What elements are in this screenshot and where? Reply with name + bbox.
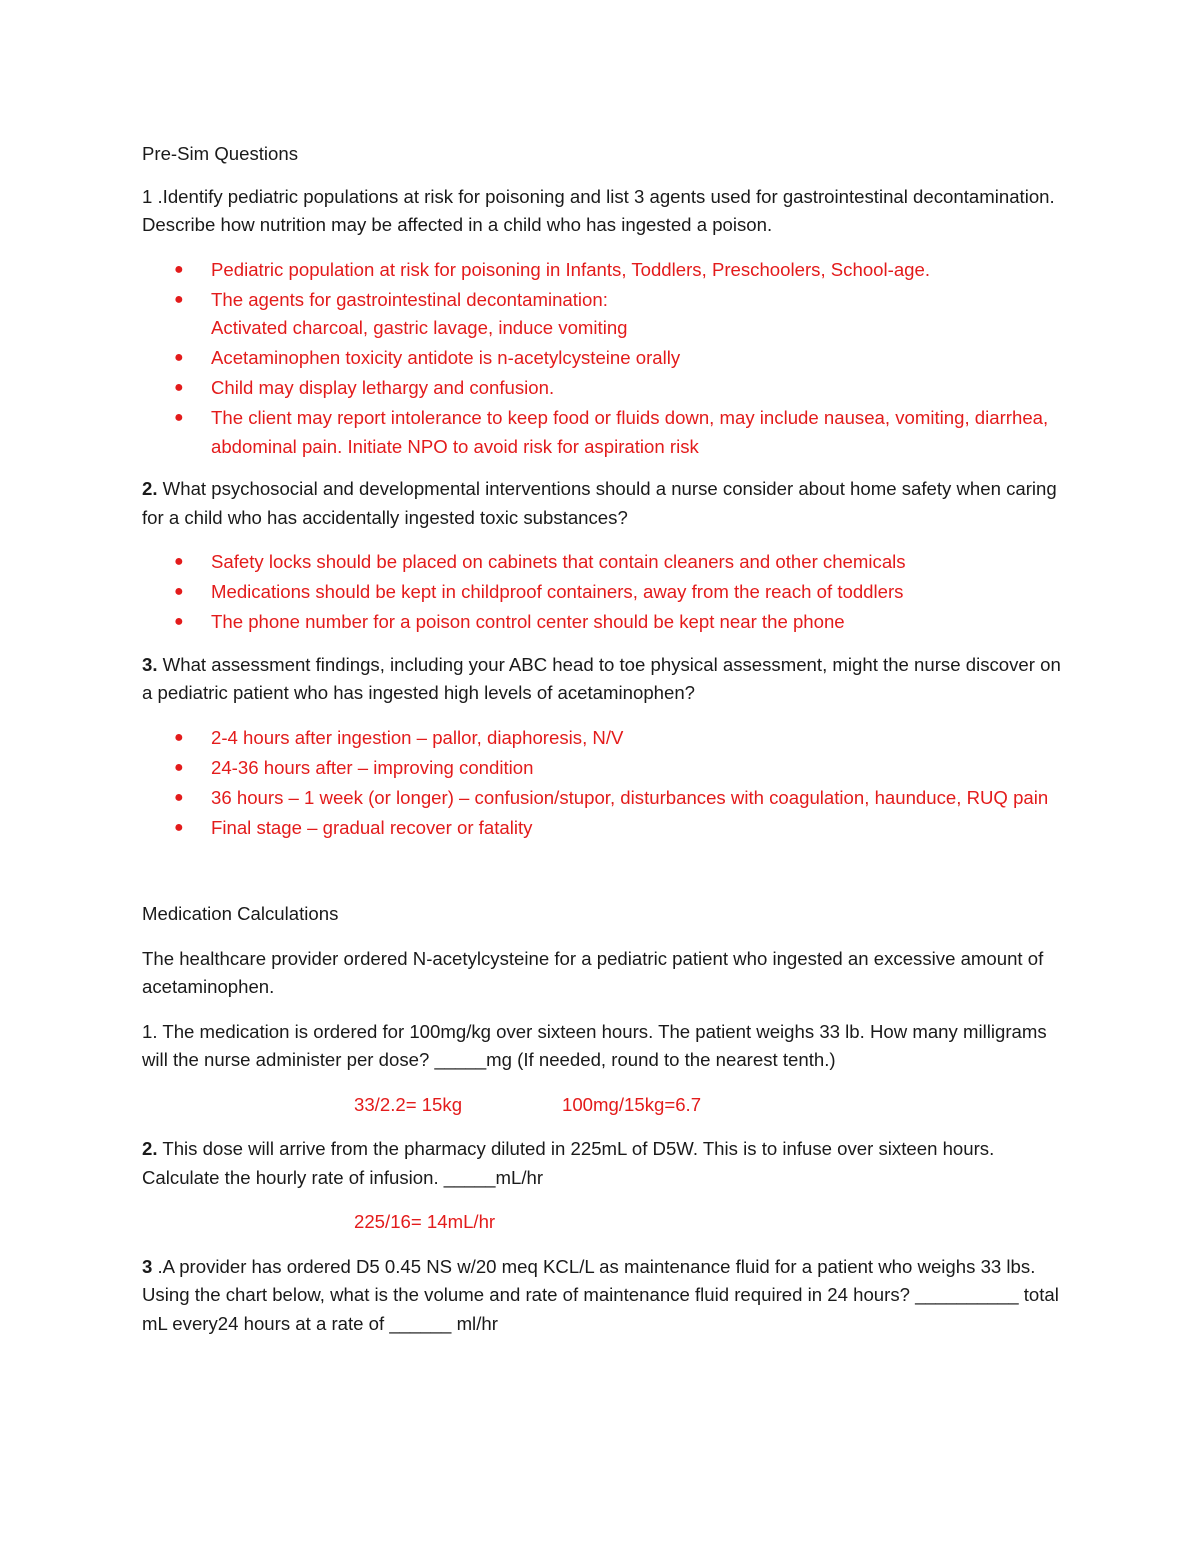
calc-question-1-text: . The medication is ordered for 100mg/kg over sixteen hours. The patient weighs 33 lb. How many milligrams will the nurse administer per dose? _____mg (If needed, round to the nearest tenth.) xyxy=(142,1020,1047,1070)
calc-question-2-number: 2. xyxy=(142,1138,158,1159)
list-item: ● Final stage – gradual recover or fatality xyxy=(142,814,1072,843)
bullet-icon: ● xyxy=(174,553,184,570)
calc-question-3 xyxy=(142,1253,1072,1339)
bullet-icon: ● xyxy=(174,758,184,776)
bullet-icon: ● xyxy=(174,349,184,366)
question-2-text: What psychosocial and developmental interventions should a nurse consider about home safety when caring for a child who has accidentally ingested toxic substances? xyxy=(142,478,1057,528)
calc-question-2-text: This dose will arrive from the pharmacy diluted in 225mL of D5W. This is to infuse over sixteen hours. Calculate the hourly rate of infusion. _____mL/hr xyxy=(142,1138,995,1188)
list-item: ● Pediatric population at risk for poisoning in Infants, Toddlers, Preschoolers, School-age. xyxy=(142,256,1072,285)
list-item: ● The client may report intolerance to keep food or fluids down, may include nausea, vomiting, diarrhea, abdominal pain. Initiate NPO to avoid risk for aspiration risk xyxy=(142,404,1072,461)
question-1 xyxy=(142,183,1072,240)
bullet-icon: ● xyxy=(174,260,184,278)
bullet-icon: ● xyxy=(174,728,184,746)
bullet-icon: ● xyxy=(174,818,184,836)
calc-question-1 xyxy=(142,1018,1072,1075)
calc-question-2 xyxy=(142,1135,1072,1192)
list-item: ● 24-36 hours after – improving condition xyxy=(142,754,1072,783)
list-item: ● Medications should be kept in childproof containers, away from the reach of toddlers xyxy=(142,578,1072,607)
question-1-answers xyxy=(142,256,1072,462)
bullet-icon: ● xyxy=(174,409,184,426)
list-item: ● The phone number for a poison control center should be kept near the phone xyxy=(142,608,1072,637)
calc-answer-1b: 100mg/15kg=6.7 xyxy=(562,1093,702,1115)
document-page xyxy=(142,140,1072,1338)
question-3-answers xyxy=(142,724,1072,843)
calc-answer-2 xyxy=(142,1208,1072,1237)
bullet-icon: ● xyxy=(174,613,184,630)
calc-question-3-text: .A provider has ordered D5 0.45 NS w/20 meq KCL/L as maintenance fluid for a patient who weighs 33 lbs. Using the chart below, what is the volume and rate of maintenance fluid required in 24 hours? __________ total mL every24 hours at a rate of ______ ml/hr xyxy=(142,1255,1059,1334)
medcalc-heading: Medication Calculations xyxy=(142,903,339,924)
calc-answer-1 xyxy=(142,1091,1072,1120)
question-1-number: 1 xyxy=(142,185,153,207)
calc-answer-1a: 33/2.2= 15kg xyxy=(354,1093,463,1115)
bullet-icon: ● xyxy=(174,379,184,396)
bullet-icon: ● xyxy=(174,583,184,600)
list-item: ● Safety locks should be placed on cabinets that contain cleaners and other chemicals xyxy=(142,548,1072,577)
question-3-text: What assessment findings, including your ABC head to toe physical assessment, might the nurse discover on a pediatric patient who has ingested high levels of acetaminophen? xyxy=(142,653,1061,703)
list-item: ● Acetaminophen toxicity antidote is n-acetylcysteine orally xyxy=(142,344,1072,373)
calc-question-3-number: 3 xyxy=(142,1255,153,1277)
list-item: ● Child may display lethargy and confusion. xyxy=(142,374,1072,403)
list-item: ● The agents for gastrointestinal decontamination: Activated charcoal, gastric lavage, induce vomiting xyxy=(142,286,1072,343)
question-1-text: .Identify pediatric populations at risk for poisoning and list 3 agents used for gastrointestinal decontamination. Describe how nutrition may be affected in a child who has ingested a poison. xyxy=(142,185,1055,235)
presim-heading: Pre-Sim Questions xyxy=(142,143,299,164)
question-2-answers xyxy=(142,548,1072,637)
bullet-icon: ● xyxy=(174,290,184,308)
question-2-number: 2. xyxy=(142,478,158,499)
question-2 xyxy=(142,475,1072,532)
bullet-icon: ● xyxy=(174,788,184,806)
calc-question-1-number: 1 xyxy=(142,1020,153,1042)
calc-answer-2-text: 225/16= 14mL/hr xyxy=(354,1211,496,1232)
question-3-number: 3. xyxy=(142,653,158,675)
question-3 xyxy=(142,651,1072,708)
list-item: ● 2-4 hours after ingestion – pallor, diaphoresis, N/V xyxy=(142,724,1072,753)
medcalc-intro: The healthcare provider ordered N-acetylcysteine for a pediatric patient who ingested an excessive amount of acetaminophen. xyxy=(142,947,1044,997)
list-item: ● 36 hours – 1 week (or longer) – confusion/stupor, disturbances with coagulation, haunduce, RUQ pain xyxy=(142,784,1072,813)
